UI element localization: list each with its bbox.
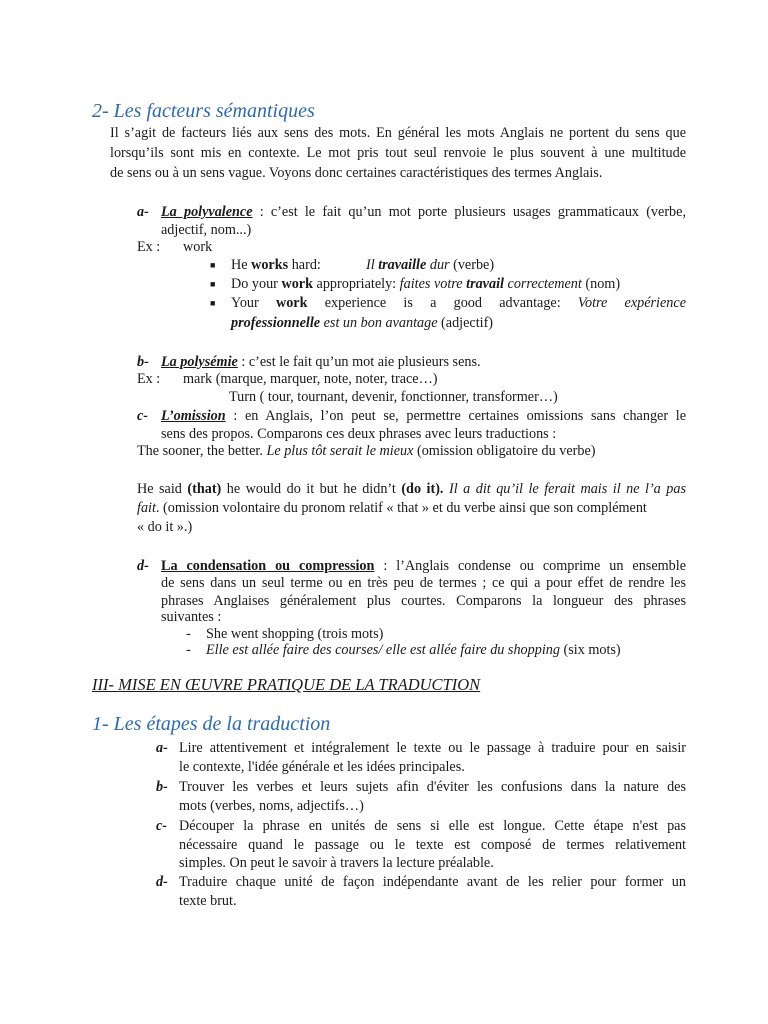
text: Elle est allée faire des courses/ elle est allée faire du shopping xyxy=(206,642,560,658)
item-d-def-2: de sens dans un seul terme ou en très peu de termes ; ce qui a pour effet de rendre les xyxy=(161,575,686,591)
step-c-marker: c- xyxy=(156,818,168,834)
text: est un bon avantage xyxy=(320,315,438,331)
text: (adjectif) xyxy=(437,315,494,331)
text: he would do it but he didn’t xyxy=(221,481,402,497)
text: Il xyxy=(366,257,379,273)
item-c-ex-2-line-1 xyxy=(137,480,686,499)
item-d-ex-2 xyxy=(206,641,621,660)
step-d-marker: d- xyxy=(156,874,168,890)
item-b-def: : c’est le fait qu’un mot aie plusieurs sens. xyxy=(237,354,481,370)
text: (do it). xyxy=(401,481,444,497)
text: The sooner, the better. xyxy=(137,443,267,459)
item-b-marker: b- xyxy=(137,354,149,370)
item-c-line-1 xyxy=(161,407,686,426)
item-c-ex-1 xyxy=(137,442,595,461)
text: (omission obligatoire du verbe) xyxy=(413,443,596,459)
item-d-def-3: phrases Anglaises généralement plus courtes. Comparons la longueur des phrases xyxy=(161,593,686,609)
text: Il a dit qu’il le ferait mais il ne l’a pas xyxy=(443,481,686,497)
text: correctement xyxy=(503,276,582,292)
text: Le plus tôt serait le mieux xyxy=(266,443,414,459)
intro-line-3: de sens ou à un sens vague. Voyons donc certaines caractéristiques des termes Anglais. xyxy=(110,165,603,181)
intro-line-1: Il s’agit de facteurs liés aux sens des mots. En général les mots Anglais ne portent du sens que xyxy=(110,125,686,141)
step-a-marker: a- xyxy=(156,740,168,756)
text: appropriately: xyxy=(312,276,400,292)
item-c-def-1: : en Anglais, l’on peut se, permettre certaines omissions sans changer le xyxy=(225,408,686,424)
example-works-translation xyxy=(366,256,494,275)
item-c-ex-2-line-2 xyxy=(137,499,647,518)
item-d-marker: d- xyxy=(137,558,149,574)
step-c-line-2: nécessaire quand le passage ou le texte est composé de termes relativement xyxy=(179,837,686,853)
item-a-def-1: : c’est le fait qu’un mot porte plusieurs usages grammaticaux (verbe, xyxy=(252,204,686,220)
text: (verbe) xyxy=(449,257,495,273)
step-b-line-1: Trouver les verbes et leurs sujets afin d'éviter les confusions dans la nature des xyxy=(179,779,686,795)
term-polysemie: La polysémie xyxy=(161,354,238,370)
section-three-prefix: III- xyxy=(92,675,119,694)
item-a-ex-label: Ex : xyxy=(137,239,161,255)
dash-marker: - xyxy=(186,642,191,658)
item-c-marker: c- xyxy=(137,408,149,424)
bullet-icon: ■ xyxy=(210,260,216,270)
item-b-ex-label: Ex : xyxy=(137,371,161,387)
bullet-icon: ■ xyxy=(210,279,216,289)
text: (nom) xyxy=(581,276,621,292)
text: works xyxy=(251,257,289,273)
item-d-def-1: : l’Anglais condense ou comprime un ensemble xyxy=(374,558,686,574)
text: (that) xyxy=(187,481,222,497)
item-b-ex-2: Turn ( tour, tournant, devenir, fonctionner, transformer…) xyxy=(229,389,558,405)
bullet-icon: ■ xyxy=(210,298,216,308)
heading-translation-steps: 1- Les étapes de la traduction xyxy=(92,713,331,735)
text: travaille xyxy=(378,257,427,273)
text: work xyxy=(281,276,313,292)
text: He said xyxy=(137,481,188,497)
text: Do your xyxy=(231,276,282,292)
term-polyvalence: La polyvalence xyxy=(161,204,253,220)
example-do-your-work xyxy=(231,275,620,294)
term-omission: L’omission xyxy=(161,408,226,424)
step-b-line-2: mots (verbes, noms, adjectifs…) xyxy=(179,798,364,814)
text: fait xyxy=(137,500,156,516)
example-works xyxy=(231,256,321,275)
text: faites votre xyxy=(399,276,467,292)
step-a-line-1: Lire attentivement et intégralement le texte ou le passage à traduire pour en saisir xyxy=(179,740,686,756)
item-d-def-4: suivantes : xyxy=(161,609,222,625)
item-a-marker: a- xyxy=(137,204,149,220)
text: Votre expérience xyxy=(577,295,686,311)
step-c-line-1: Découper la phrase en unités de sens si elle est longue. Cette étape n'est pas xyxy=(179,818,686,834)
step-a-line-2: le contexte, l'idée générale et les idées principales. xyxy=(179,759,465,775)
text: hard: xyxy=(288,257,321,273)
text: experience is a good advantage: xyxy=(307,295,578,311)
text: He xyxy=(231,257,252,273)
item-a-def-2: adjectif, nom...) xyxy=(161,222,252,238)
text: (six mots) xyxy=(559,642,621,658)
text: professionnelle xyxy=(231,315,321,331)
text: dur xyxy=(426,257,450,273)
step-c-line-3: simples. On peut le savoir à travers la lecture préalable. xyxy=(179,855,494,871)
text: Your xyxy=(231,295,276,311)
item-c-def-2: sens des propos. Comparons ces deux phrases avec leurs traductions : xyxy=(161,426,557,442)
text: work xyxy=(275,295,308,311)
example-your-work xyxy=(231,294,686,313)
heading-semantic-factors: 2- Les facteurs sémantiques xyxy=(92,100,315,122)
text: . (omission volontaire du pronom relatif « that » et du verbe ainsi que son complément xyxy=(155,500,647,516)
item-b-ex-1: mark (marque, marquer, note, noter, trace…) xyxy=(183,371,438,387)
item-c-ex-2-line-3: « do it ».) xyxy=(137,519,193,535)
text: travail xyxy=(466,276,504,292)
step-d-line-1: Traduire chaque unité de façon indépendante avant de les relier pour former un xyxy=(179,874,686,890)
item-d-ex-1: She went shopping (trois mots) xyxy=(206,626,384,642)
dash-marker: - xyxy=(186,626,191,642)
section-three-heading xyxy=(92,675,480,695)
item-a-ex-word: work xyxy=(183,239,213,255)
section-three-title: MISE EN ŒUVRE PRATIQUE DE LA TRADUCTION xyxy=(118,675,481,694)
step-b-marker: b- xyxy=(156,779,168,795)
step-d-line-2: texte brut. xyxy=(179,893,237,909)
example-your-work-line-2 xyxy=(231,314,493,333)
intro-line-2: lorsqu’ils sont mis en contexte. Le mot pris tout seul renvoie le plus souvent à une multitude xyxy=(110,145,686,161)
item-a-line-1 xyxy=(161,203,686,222)
term-condensation: La condensation ou compression xyxy=(161,558,375,574)
